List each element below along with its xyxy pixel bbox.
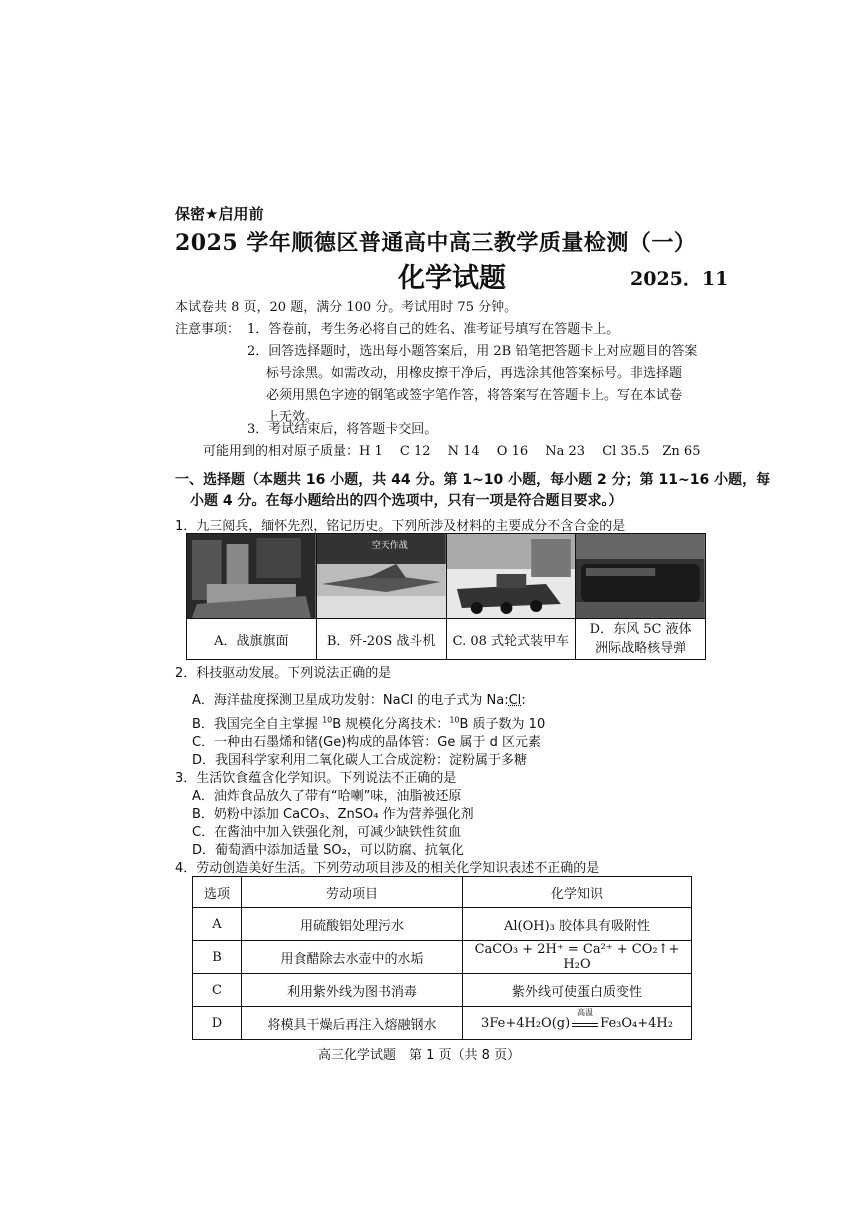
- row-knowledge: Al(OH)₃ 胶体具有吸附性: [463, 908, 692, 941]
- row-option: A: [193, 908, 242, 941]
- table-row: [193, 908, 692, 941]
- q3-option-d: D．葡萄酒中添加适量 SO₂，可以防腐、抗氧化: [192, 843, 464, 858]
- q2-option-b: B．我国完全自主掌握 $^{10}$B 规模化分离技术：$^{10}$B 质子数为 10: [192, 715, 546, 732]
- q3-option-b: B．奶粉中添加 CaCO₃、ZnSO₄ 作为营养强化剂: [192, 807, 474, 822]
- page-footer: 高三化学试题 第 1 页（共 8 页）: [318, 1048, 521, 1063]
- row-task: 将模具干燥后再注入熔融钢水: [242, 1007, 463, 1040]
- header-task: 劳动项目: [242, 877, 463, 908]
- table-row: [193, 1007, 692, 1040]
- section-heading-cont: 小题 4 分。在每小题给出的四个选项中，只有一项是符合题目要求。）: [190, 493, 623, 509]
- row-task: 用食醋除去水壶中的水垢: [242, 941, 463, 974]
- row-option: C: [193, 974, 242, 1007]
- q3-option-a: A．油炸食品放久了带有“哈喇”味，油脂被还原: [192, 789, 462, 804]
- q1-photo-b: [316, 534, 446, 619]
- row-task: 利用紫外线为图书消毒: [242, 974, 463, 1007]
- q2-option-d: D．我国科学家利用二氧化碳人工合成淀粉：淀粉属于多糖: [192, 753, 528, 768]
- table-row: [193, 974, 692, 1007]
- atomic-masses: 可能用到的相对原子质量：H 1 C 12 N 14 O 16 Na 23 Cl 35.5 Zn 65: [203, 444, 701, 459]
- notice-2-cont: 上无效。: [266, 410, 319, 425]
- q1-photo-c: [446, 534, 576, 619]
- section-heading: 一、选择题（本题共 16 小题，共 44 分。第 1~10 小题，每小题 2 分；第 11~16 小题，每: [175, 472, 771, 488]
- q1-photo-b-caption: 空天作战: [371, 541, 408, 551]
- subject-title: 化学试题: [398, 263, 506, 294]
- row-option: D: [193, 1007, 242, 1040]
- table-row: [193, 941, 692, 974]
- row-option: B: [193, 941, 242, 974]
- notice-2: 2．回答选择题时，选出每小题答案后，用 2B 铅笔把答题卡上对应题目的答案: [247, 344, 698, 359]
- q4-stem: 4．劳动创造美好生活。下列劳动项目涉及的相关化学知识表述不正确的是: [175, 861, 600, 876]
- header-knowledge: 化学知识: [463, 877, 692, 908]
- notice-label: 注意事项：: [175, 322, 241, 337]
- q1-photo-d: [576, 534, 706, 619]
- q4-table: [192, 876, 692, 1040]
- row-knowledge: 紫外线可使蛋白质变性: [463, 974, 692, 1007]
- header-option: 选项: [193, 877, 242, 908]
- confidential-label: 保密★启用前: [175, 205, 264, 223]
- row-knowledge: CaCO₃ + 2H⁺ = Ca²⁺ + CO₂↑+ H₂O: [463, 941, 692, 974]
- notice-3: 3．考试结束后，将答题卡交回。: [247, 422, 438, 437]
- q2-stem: 2．科技驱动发展。下列说法正确的是: [175, 666, 392, 681]
- q1-photo-a: [187, 534, 317, 619]
- notice-2-cont: 标号涂黑。如需改动，用橡皮擦干净后，再选涂其他答案标号。非选择题: [266, 366, 683, 381]
- q1-stem: 1．九三阅兵，缅怀先烈，铭记历史。下列所涉及材料的主要成分不含合金的是: [175, 519, 626, 534]
- q1-option-b: B．歼-20S 战斗机: [316, 619, 446, 660]
- reaction-condition-arrow: 高温: [570, 1016, 600, 1027]
- q1-option-a: A．战旗旗面: [187, 619, 317, 660]
- q1-option-d: D．东风 5C 液体 洲际战略核导弹: [576, 619, 706, 660]
- q2-option-c: C．一种由石墨烯和锗(Ge)构成的晶体管：Ge 属于 d 区元素: [192, 735, 542, 750]
- q3-stem: 3．生活饮食蕴含化学知识。下列说法不正确的是: [175, 771, 457, 786]
- row-task: 用硫酸铝处理污水: [242, 908, 463, 941]
- notice-1: 1．答卷前，考生务必将自己的姓名、准考证号填写在答题卡上。: [247, 322, 620, 337]
- exam-overview: 本试卷共 8 页，20 题，满分 100 分。考试用时 75 分钟。: [175, 300, 518, 315]
- q2-option-a: A．海洋盐度探测卫星成功发射：NaCl 的电子式为 Na:Cl:: [192, 693, 526, 708]
- notice-2-cont: 必须用黑色字迹的钢笔或签字笔作答，将答案写在答题卡上。写在本试卷: [266, 388, 683, 403]
- exam-date: 2025．11: [630, 268, 729, 290]
- row-knowledge: 3Fe+4H₂O(g) 高温 Fe₃O₄+4H₂: [463, 1007, 692, 1040]
- exam-title: 2025 学年顺德区普通高中高三教学质量检测（一）: [175, 230, 697, 256]
- q1-image-table: [186, 533, 706, 660]
- table-header-row: [193, 877, 692, 908]
- q3-option-c: C．在酱油中加入铁强化剂，可减少缺铁性贫血: [192, 825, 462, 840]
- q1-option-c: C. 08 式轮式装甲车: [446, 619, 576, 660]
